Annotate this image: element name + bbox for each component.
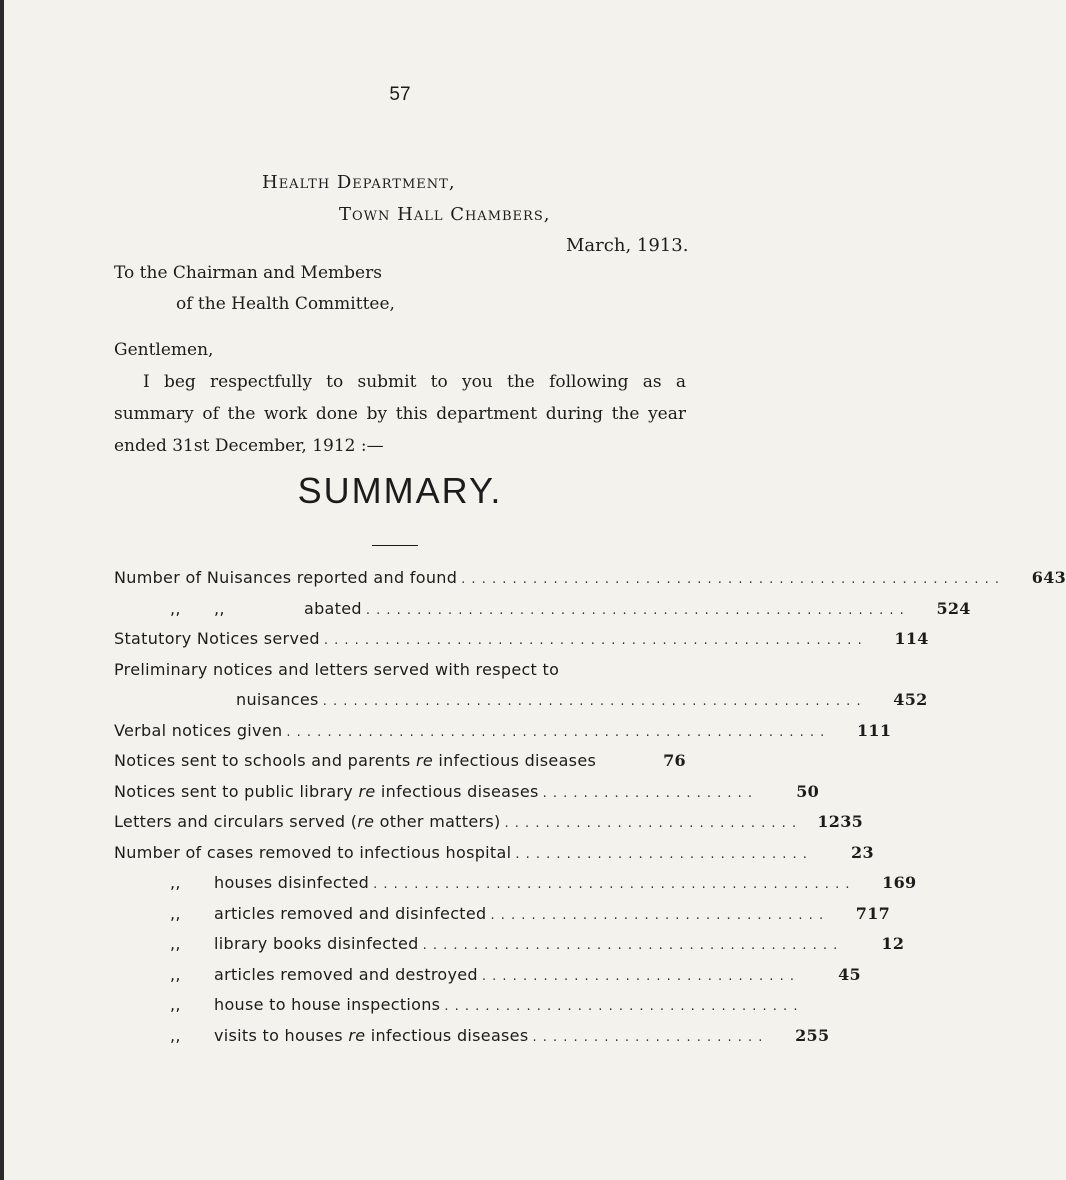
item-value: 169 — [882, 873, 917, 892]
list-item — [114, 655, 686, 686]
item-value: 114 — [894, 629, 929, 648]
heading-rule — [372, 545, 418, 546]
item-label: houses disinfected — [214, 873, 370, 892]
item-value: 524 — [936, 598, 971, 618]
item-value: 50 — [796, 781, 820, 801]
leader-dots: . . . . . . . . . . . . . . . . . . . . . . . . . . . . . . . . . . . . . . . . . . . . . . . — [373, 877, 851, 892]
list-item — [114, 746, 686, 777]
item-label: Letters and circulars served (re other matters) — [114, 812, 501, 831]
item-label: Statutory Notices served — [114, 629, 320, 648]
leader-dots: . . . . . . . . . . . . . . . . . . . . . . . . . . . . . — [504, 816, 798, 831]
item-label: Notices sent to schools and parents re infectious diseases — [114, 751, 597, 770]
item-label: library books disinfected — [214, 934, 419, 953]
leader-dots: . . . . . . . . . . . . . . . . . . . . . . . . . . . . . . . . . — [490, 907, 825, 923]
list-item — [114, 685, 928, 716]
intro-line-2: summary of the work done by this department during the year — [114, 404, 686, 424]
item-value: 45 — [838, 964, 861, 984]
letterhead-department: Health Department, — [262, 172, 456, 193]
ditto-mark: ,, — [170, 598, 181, 618]
leader-dots: . . . . . . . . . . . . . . . . . . . . . . . . . . . . . . . — [481, 968, 795, 984]
item-label: articles removed and disinfected — [214, 903, 487, 923]
leader-dots: . . . . . . . . . . . . . . . . . . . . . . . — [532, 1029, 764, 1045]
ditto-mark: ,, — [170, 1025, 181, 1045]
item-value: 255 — [795, 1025, 830, 1045]
addressee-line-1: To the Chairman and Members — [114, 263, 382, 283]
item-label: Preliminary notices and letters served with respect to — [114, 659, 560, 679]
list-item — [114, 807, 864, 838]
leader-dots: . . . . . . . . . . . . . . . . . . . . . . . . . . . . . . . . . . . . . . . . . . . . . . . . . . . . . — [323, 633, 863, 648]
item-value: 23 — [851, 842, 874, 862]
leader-dots: . . . . . . . . . . . . . . . . . . . . . — [542, 785, 754, 801]
list-item — [114, 563, 1066, 594]
summary-table — [114, 563, 1066, 1051]
list-item — [114, 929, 905, 960]
leader-dots: . . . . . . . . . . . . . . . . . . . . . . . . . . . . . . . . . . . . . . . . . . . . . . . . . . . . . — [322, 694, 862, 709]
ditto-mark: ,, — [214, 598, 225, 618]
item-value: 1235 — [817, 812, 864, 831]
item-label: house to house inspections — [214, 995, 441, 1014]
ditto-mark: ,, — [170, 903, 181, 923]
list-item — [114, 594, 971, 625]
item-label: Number of cases removed to infectious hospital — [114, 842, 512, 862]
item-value: 111 — [856, 720, 892, 740]
page-number: 57 — [389, 84, 411, 105]
intro-line-3: ended 31st December, 1912 :— — [114, 436, 384, 456]
item-label: visits to houses re infectious diseases — [214, 1025, 529, 1045]
item-label: Verbal notices given — [114, 720, 283, 740]
leader-dots: . . . . . . . . . . . . . . . . . . . . . . . . . . . . . . . . . . . . . . . . . — [422, 938, 839, 953]
leader-dots: . . . . . . . . . . . . . . . . . . . . . . . . . . . . . . . . . . . . . . . . . . . . . . . . . . . . . — [461, 572, 1001, 587]
item-label: nuisances — [236, 690, 319, 709]
ditto-mark: ,, — [170, 995, 181, 1014]
ditto-mark: ,, — [170, 934, 181, 953]
leader-dots: . . . . . . . . . . . . . . . . . . . . . . . . . . . . . . . . . . . . . . . . . . . . . . . . . . . . . — [365, 602, 905, 618]
item-label: Number of Nuisances reported and found — [114, 568, 458, 587]
list-item — [114, 624, 929, 655]
ditto-mark: ,, — [170, 873, 181, 892]
item-value: 76 — [663, 751, 686, 770]
list-item — [114, 868, 917, 899]
item-label: Notices sent to public library re infectious diseases — [114, 781, 539, 801]
salutation: Gentlemen, — [114, 340, 214, 360]
leader-dots: . . . . . . . . . . . . . . . . . . . . . . . . . . . . . . . . . . . . . . . . . . . . . . . . . . . . . — [286, 724, 826, 740]
letter-date: March, 1913. — [566, 235, 689, 256]
list-item — [114, 990, 799, 1021]
item-value: 717 — [855, 903, 891, 923]
summary-heading: SUMMARY. — [297, 470, 503, 511]
list-item — [114, 960, 861, 991]
leader-dots: . . . . . . . . . . . . . . . . . . . . . . . . . . . . . — [515, 846, 808, 862]
addressee-line-2: of the Health Committee, — [176, 294, 395, 314]
list-item — [114, 1021, 830, 1052]
ditto-mark: ,, — [170, 964, 181, 984]
list-item — [114, 899, 891, 930]
letterhead-address: Town Hall Chambers, — [339, 204, 551, 225]
leader-dots: . . . . . . . . . . . . . . . . . . . . . . . . . . . . . . . . . . . — [444, 999, 799, 1014]
list-item — [114, 838, 874, 869]
list-item — [114, 716, 892, 747]
page-edge — [0, 0, 4, 1180]
item-value: 452 — [893, 690, 928, 709]
item-value: 643 — [1031, 568, 1066, 587]
item-label: abated — [304, 598, 362, 618]
intro-line-1: I beg respectfully to submit to you the following as a — [143, 372, 686, 392]
item-value: 12 — [881, 934, 905, 953]
item-label: articles removed and destroyed — [214, 964, 478, 984]
list-item — [114, 777, 820, 808]
